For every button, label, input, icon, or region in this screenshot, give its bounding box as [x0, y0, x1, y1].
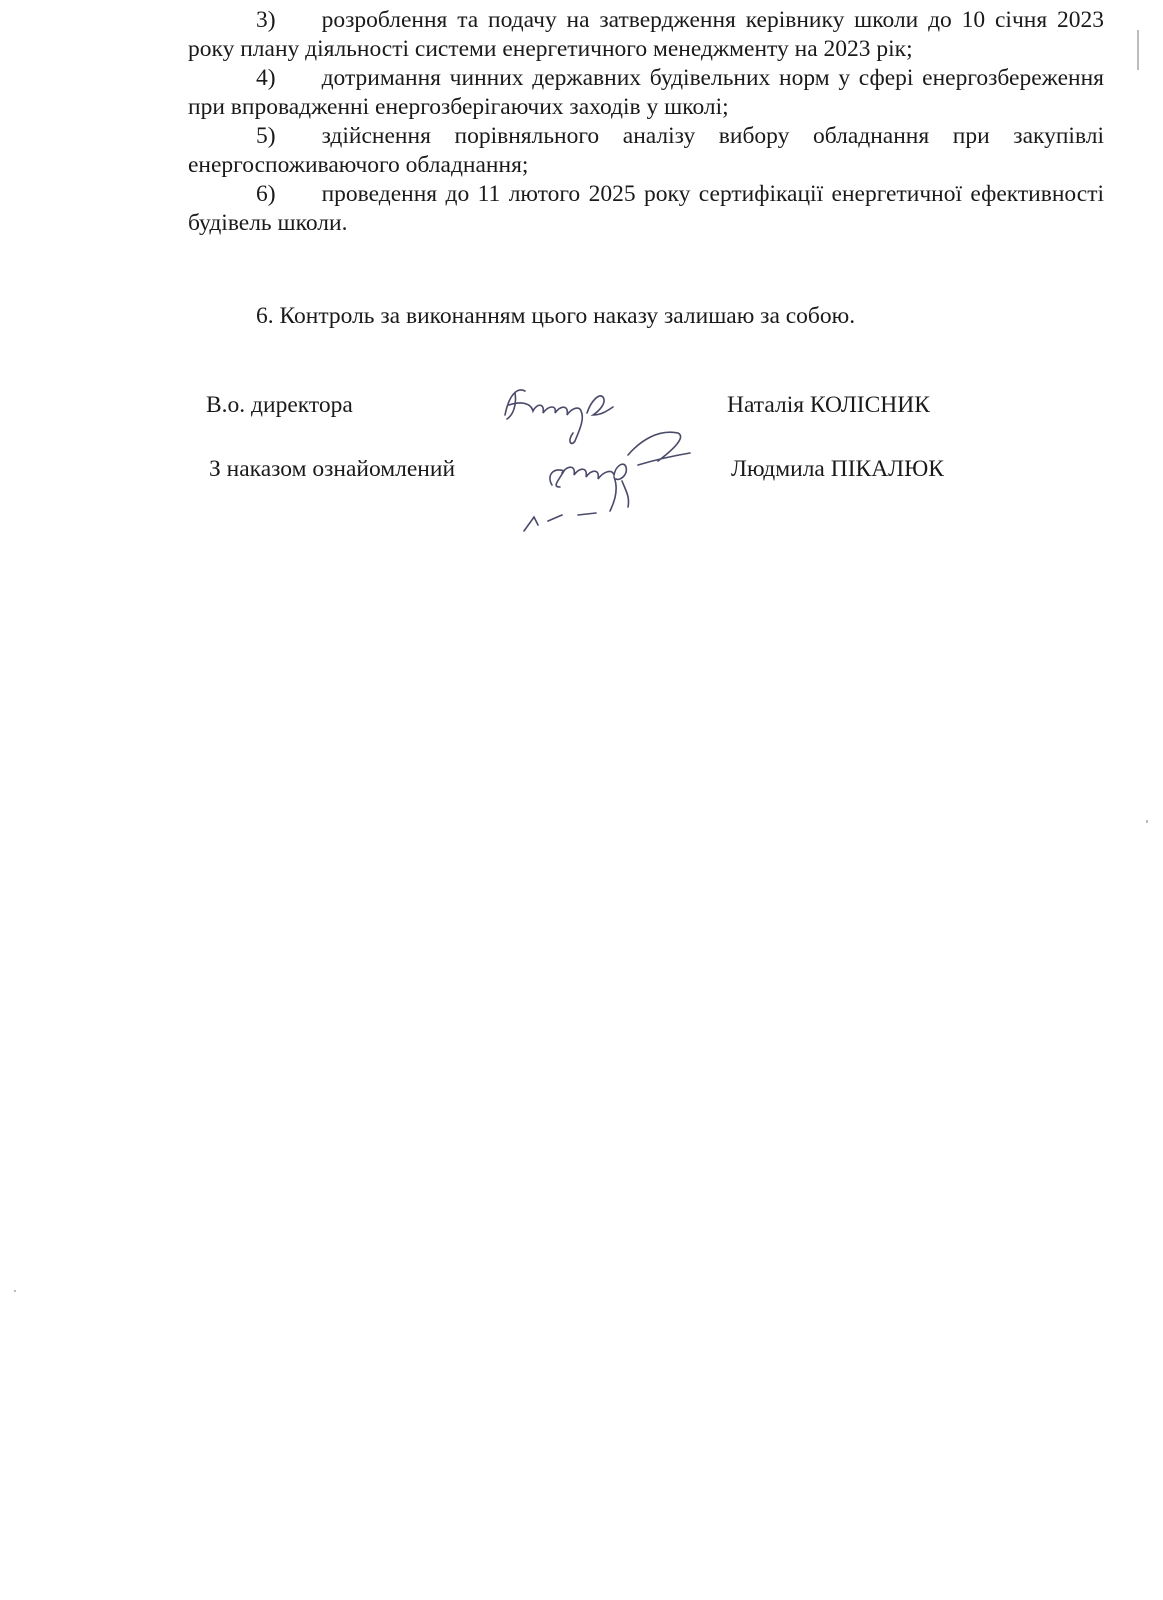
list-item-6-text: проведення до 11 лютого 2025 року сертифікації енергетичної ефективності будівель школи.: [188, 181, 1104, 236]
scan-edge-mark: [1137, 30, 1139, 70]
signature-name-director: Наталія КОЛІСНИК: [727, 392, 930, 418]
list-item-5-text: здійснення порівняльного аналізу вибору обладнання при закупівлі енергоспоживаючого обладнання;: [188, 123, 1104, 178]
list-item-4: [188, 64, 1104, 122]
list-item-4-text: дотримання чинних державних будівельних норм у сфері енергозбереження при впровадженні енергозберігаючих заходів у школі;: [188, 65, 1104, 120]
list-item-3: [188, 6, 1104, 64]
list-item-4-number: 4): [256, 65, 276, 91]
control-paragraph: 6. Контроль за виконанням цього наказу залишаю за собою.: [256, 303, 856, 329]
list-item-5-number: 5): [256, 123, 276, 149]
numbered-list: [188, 6, 1104, 238]
list-item-5: [188, 122, 1104, 180]
list-item-6: [188, 180, 1104, 238]
list-item-6-number: 6): [256, 181, 276, 207]
scan-dot-mark: [1146, 820, 1148, 823]
signature-role-acknowledged: З наказом ознайомлений: [209, 456, 456, 482]
signature-name-acknowledged: Людмила ПІКАЛЮК: [731, 456, 944, 482]
scan-dot-mark: [14, 1290, 16, 1292]
list-item-3-number: 3): [256, 7, 276, 33]
handwritten-signature-acknowledged: [518, 425, 698, 540]
list-item-3-text: розроблення та подачу на затвердження керівнику школи до 10 січня 2023 року плану діяльності системи енергетичного менеджменту на 2023 рік;: [188, 7, 1104, 62]
signature-role-director: В.о. директора: [206, 392, 353, 418]
